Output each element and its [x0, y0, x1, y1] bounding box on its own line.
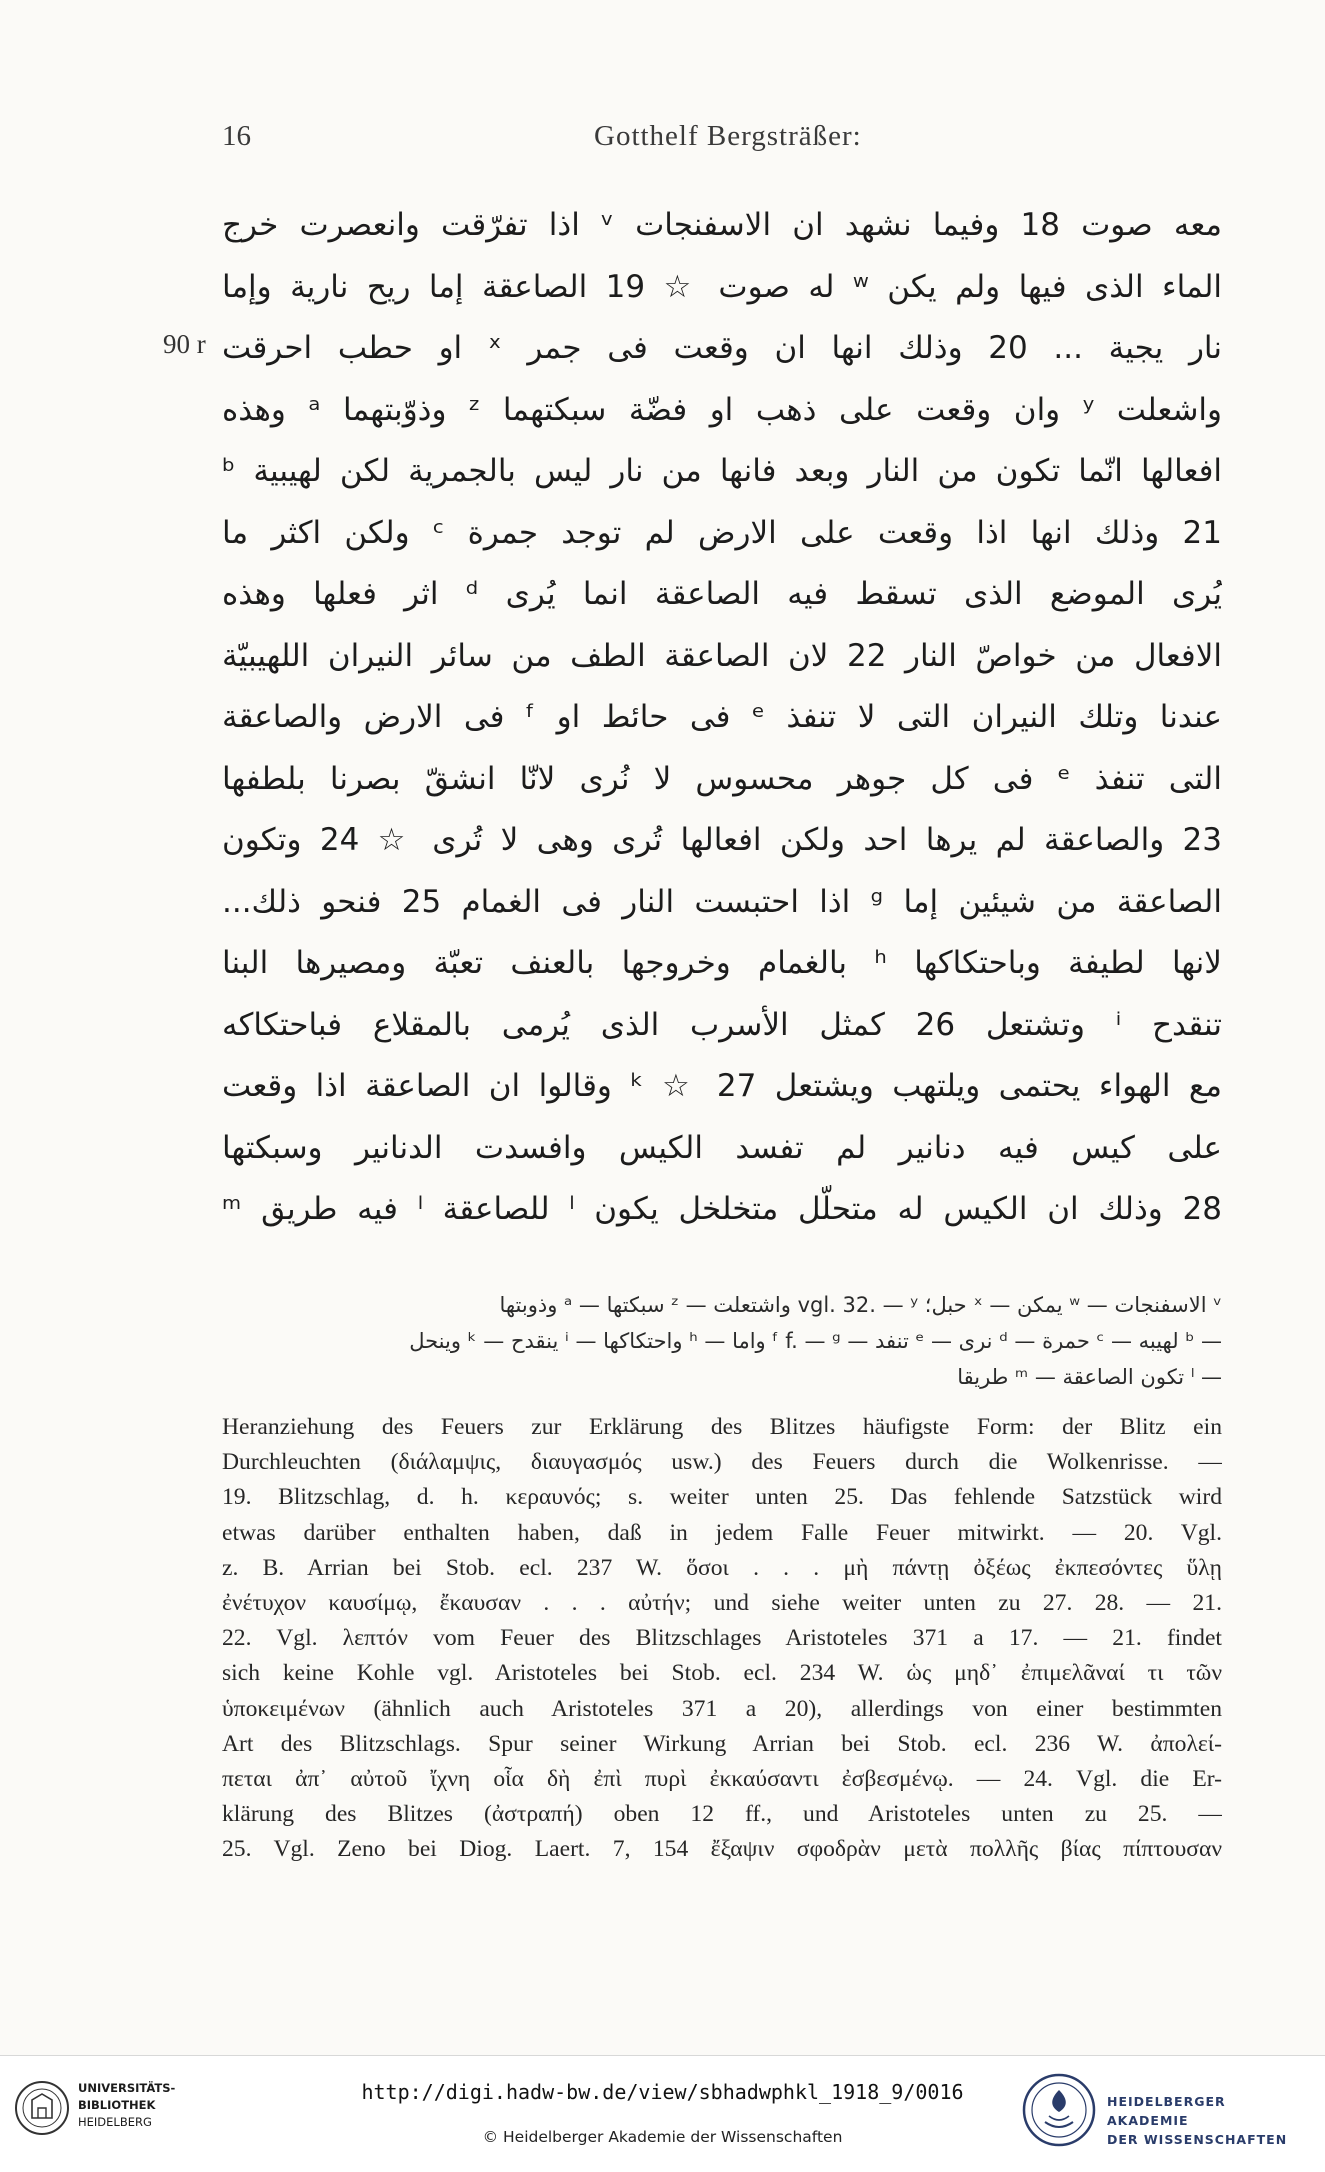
- commentary-line: πεται ἀπ᾽ αὐτοῦ ἴχνη οἷα δὴ ἐπὶ πυρὶ ἐκκαύσαντι ἐσβεσμένῳ. — 24. Vgl. die Er-: [222, 1765, 1222, 1792]
- academy-name-line: DER WISSENSCHAFTEN: [1107, 2132, 1288, 2147]
- arabic-line: عندنا وتلك النيران التى لا تنفذ ᵉ فى حائط او ᶠ فى الارض والصاعقة: [222, 699, 1222, 735]
- commentary-line: klärung des Blitzes (ἀστραπή) oben 12 ff., und Aristoteles unten zu 25. —: [222, 1801, 1222, 1828]
- arabic-line: تنقدح ⁱ وتشتعل 26 كمثل الأسرب الذى يُرمى بالمقلاع فباحتكاكه: [222, 1006, 1222, 1043]
- viewer-footer: [0, 2055, 1325, 2172]
- commentary-line: Durchleuchten (διάλαμψις, διαυγασμός usw.) des Feuers durch die Wolkenrisse. —: [222, 1449, 1222, 1476]
- library-city: HEIDELBERG: [78, 2115, 152, 2129]
- commentary-line: 22. Vgl. λεπτόν vom Feuer des Blitzschlages Aristoteles 371 a 17. — 21. findet: [222, 1625, 1222, 1652]
- arabic-line: معه صوت 18 وفيما نشهد ان الاسفنجات ᵛ اذا تفرّقت وانعصرت خرج: [222, 207, 1222, 243]
- commentary-line: sich keine Kohle vgl. Aristoteles bei Stob. ecl. 234 W. ὡς μηδ᾽ ἐπιμελᾶναί τι τῶν: [222, 1660, 1222, 1687]
- commentary-line: ἐνέτυχον καυσίμῳ, ἔκαυσαν . . . αὐτήν; und siehe weiter unten zu 27. 28. — 21.: [222, 1589, 1222, 1616]
- commentary-line: Art des Blitzschlags. Spur seiner Wirkung Arrian bei Stob. ecl. 236 W. ἀπολεί-: [222, 1730, 1222, 1757]
- arabic-line: الصاعقة من شيئين إما ᵍ اذا احتبست النار فى الغمام 25 فنحو ذلك...: [222, 883, 1222, 920]
- commentary-line: 19. Blitzschlag, d. h. κεραυνός; s. weiter unten 25. Das fehlende Satzstück wird: [222, 1484, 1222, 1511]
- commentary-line: etwas darüber enthalten haben, daß in jedem Falle Feuer mitwirkt. — 20. Vgl.: [222, 1519, 1222, 1546]
- arabic-line: على كيس فيه دنانير لم تفسد الكيس وافسدت الدنانير وسبكتها: [222, 1129, 1222, 1166]
- commentary-line: Heranziehung des Feuers zur Erklärung des Blitzes häufigste Form: der Blitz ein: [222, 1414, 1222, 1440]
- arabic-line: 28 وذلك ان الكيس له متحلّل متخلخل يكون ˡ للصاعقة ˡ فيه طريق ᵐ: [222, 1191, 1222, 1227]
- arabic-line: يُرى الموضع الذى تسقط فيه الصاعقة انما يُرى ᵈ اثر فعلها وهذه: [222, 576, 1222, 612]
- arabic-line: نار يجية ... 20 وذلك انها ان وقعت فى جمر ˣ او حطب احرقت: [222, 330, 1222, 366]
- academy-logo[interactable]: [1021, 2072, 1311, 2156]
- library-name-line: BIBLIOTHEK: [78, 2098, 156, 2112]
- arabic-line: لانها لطيفة وباحتكاكها ʰ بالغمام وخروجها بالعنف تعبّة ومصيرها البنا: [222, 945, 1222, 981]
- apparatus-line: — ˡ تكون الصاعقة — ᵐ طريقا: [957, 1365, 1222, 1389]
- arabic-line: مع الهواء يحتمى ويلتهب ويشتعل ᵏ ☆ 27 وقالوا ان الصاعقة اذا وقعت: [222, 1068, 1222, 1104]
- permalink-url[interactable]: http://digi.hadw-bw.de/view/sbhadwphkl_1918_9/0016: [361, 2080, 964, 2104]
- arabic-line: 23 والصاعقة لم يرها احد ولكن افعالها تُرى وهى لا تُرى ☆ 24 وتكون: [222, 822, 1222, 858]
- arabic-line: الافعال من خواصّ النار 22 لان الصاعقة الطف من سائر النيران اللهيبيّة: [222, 637, 1222, 674]
- page-number: 16: [222, 120, 251, 152]
- german-commentary: [222, 1410, 1222, 1867]
- running-head: [222, 120, 1233, 160]
- margin-folio-reference: 90 r: [163, 329, 206, 359]
- academy-name: [1107, 2092, 1307, 2149]
- arabic-line: الماء الذى فيها ولم يكن ʷ له صوت ☆ 19 الصاعقة إما ريح نارية وإما: [222, 268, 1222, 305]
- arabic-line: افعالها انّما تكون من النار وبعد فانها من نار ليس بالجمرية لكن لهيبية ᵇ: [222, 453, 1222, 489]
- arabic-text-block: [222, 195, 1222, 1241]
- library-name-line: UNIVERSITÄTS-: [78, 2081, 176, 2095]
- arabic-line: التى تنفذ ᵉ فى كل جوهر محسوس لا نُرى لانّا انشقّ بصرنا بلطفها: [222, 760, 1222, 797]
- commentary-line: 25. Vgl. Zeno bei Diog. Laert. 7, 154 ἔξαψιν σφοδρὰν μετὰ πολλῆς βίας πίπτουσαν: [222, 1836, 1222, 1863]
- running-head-author: Gotthelf Bergsträßer:: [594, 120, 862, 152]
- commentary-line: ὑποκειμένων (ähnlich auch Aristoteles 371 a 20), allerdings von einer bestimmten: [222, 1695, 1222, 1722]
- critical-apparatus: [222, 1287, 1222, 1395]
- academy-name-line: HEIDELBERGER AKADEMIE: [1107, 2094, 1226, 2128]
- apparatus-line: — ᵇ لهيبه — ᶜ حمرة — ᵈ نرى — ᵉ تنفد — ᶠ f. — ᵍ واما — ʰ واحتكاكها — ⁱ ينقدح — ᵏ وينحل: [409, 1329, 1222, 1353]
- academy-seal-icon: [1021, 2072, 1097, 2148]
- commentary-line: z. B. Arrian bei Stob. ecl. 237 W. ὅσοι . . . μὴ πάντῃ ὀξέως ἐκπεσόντες ὕλῃ: [222, 1554, 1222, 1581]
- copyright-notice: © Heidelberger Akademie der Wissenschaften: [482, 2128, 843, 2146]
- arabic-line: واشعلت ʸ وان وقعت على ذهب او فضّة سبكتهما ᶻ وذوّبتهما ᵃ وهذه: [222, 391, 1222, 428]
- apparatus-line: ᵛ الاسفنجات — ʷ يمكن — ˣ حبل؛ vgl. 32. — ʸ واشتعلت — ᶻ سبكتها — ᵃ وذوبتها: [499, 1293, 1222, 1317]
- arabic-line: 21 وذلك انها اذا وقعت على الارض لم توجد جمرة ᶜ ولكن اكثر ما: [222, 514, 1222, 551]
